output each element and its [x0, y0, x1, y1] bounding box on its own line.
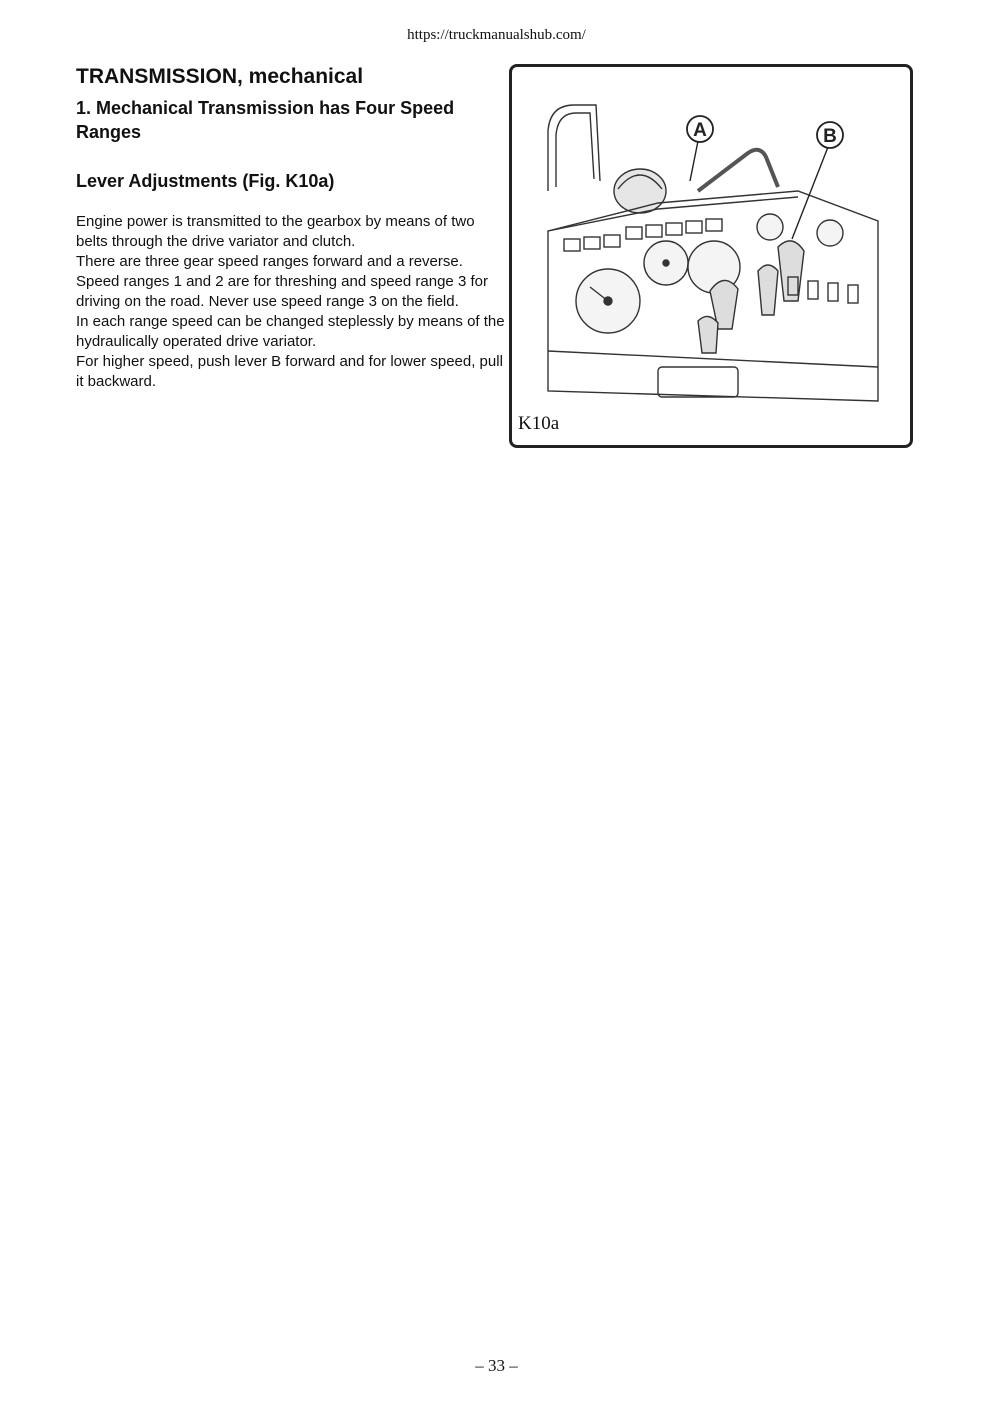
figure-caption: K10a: [518, 413, 560, 434]
page-number: – 33 –: [475, 1356, 518, 1375]
header-url: https://truckmanualshub.com/: [407, 27, 586, 43]
paragraph: Engine power is transmitted to the gearbox by means of two belts through the drive variator and clutch.: [76, 213, 475, 250]
section-subtitle: 1. Mechanical Transmission has Four Speed Ranges: [76, 98, 455, 142]
section-subheading: Lever Adjustments (Fig. K10a): [76, 171, 335, 191]
body-text: [76, 212, 508, 392]
figure-k10a: [509, 64, 913, 448]
callout-a: A: [693, 120, 707, 141]
paragraph: There are three gear speed ranges forward and a reverse. Speed ranges 1 and 2 are for threshing and speed range 3 for driving on the road. Never use speed range 3 on the field.: [76, 253, 488, 310]
paragraph: In each range speed can be changed steplessly by means of the hydraulically operated drive variator.: [76, 313, 505, 350]
callout-b: B: [823, 126, 837, 147]
paragraph: For higher speed, push lever B forward and for lower speed, pull it backward.: [76, 353, 503, 390]
dashboard-illustration: [538, 91, 894, 407]
text-column: [76, 64, 508, 392]
section-title: TRANSMISSION, mechanical: [76, 65, 364, 88]
